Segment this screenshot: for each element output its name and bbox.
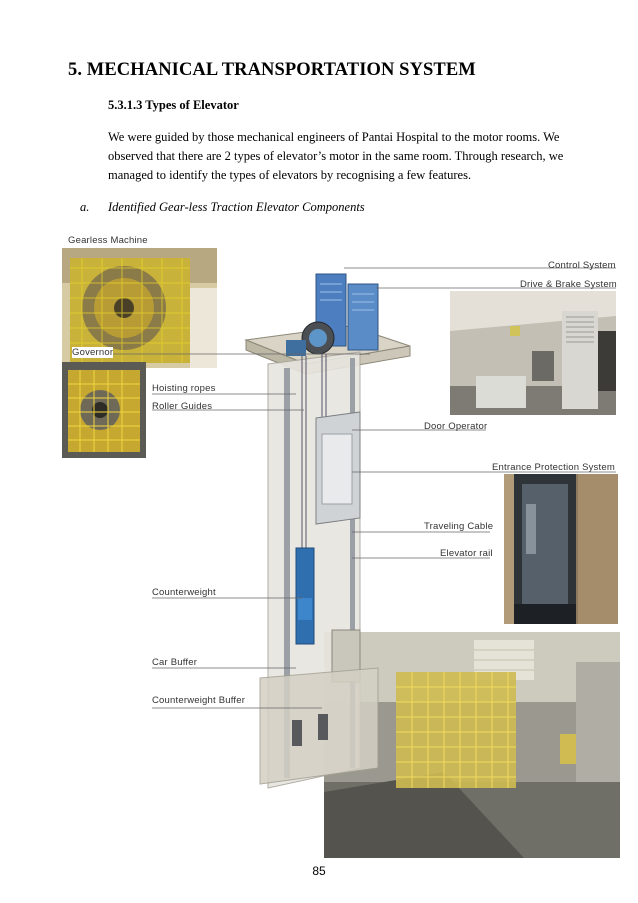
section-heading: 5. MECHANICAL TRANSPORTATION SYSTEM (68, 60, 476, 80)
caption-letter: a. (80, 200, 90, 214)
label-car-buffer: Car Buffer (152, 657, 198, 668)
label-gearless-machine: Gearless Machine (68, 235, 148, 246)
label-door-operator: Door Operator (424, 421, 488, 432)
caption-text: Identified Gear-less Traction Elevator Components (108, 200, 365, 214)
label-roller-guides: Roller Guides (152, 401, 213, 412)
elevator-components-figure (60, 228, 620, 856)
subsection-heading: 5.3.1.3 Types of Elevator (108, 98, 239, 112)
label-entrance-protection-system: Entrance Protection System (492, 462, 615, 473)
label-hoisting-ropes: Hoisting ropes (152, 383, 216, 394)
label-traveling-cable: Traveling Cable (424, 521, 494, 532)
label-governor: Governor (72, 347, 114, 358)
label-control-system: Control System (548, 260, 616, 271)
elevator-shaft-diagram (60, 228, 620, 856)
label-elevator-rail: Elevator rail (440, 548, 493, 559)
label-drive-brake-system: Drive & Brake System (520, 279, 617, 290)
figure-caption (80, 200, 365, 215)
label-counterweight-buffer: Counterweight Buffer (152, 695, 246, 706)
label-counterweight: Counterweight (152, 587, 216, 598)
page-number: 85 (312, 864, 326, 878)
body-paragraph: We were guided by those mechanical engineers of Pantai Hospital to the motor rooms. We observed that there are 2 types of elevator’s motor in the same room. Through research, we managed to identify the types of elevators by recognising a few features. (108, 130, 564, 182)
